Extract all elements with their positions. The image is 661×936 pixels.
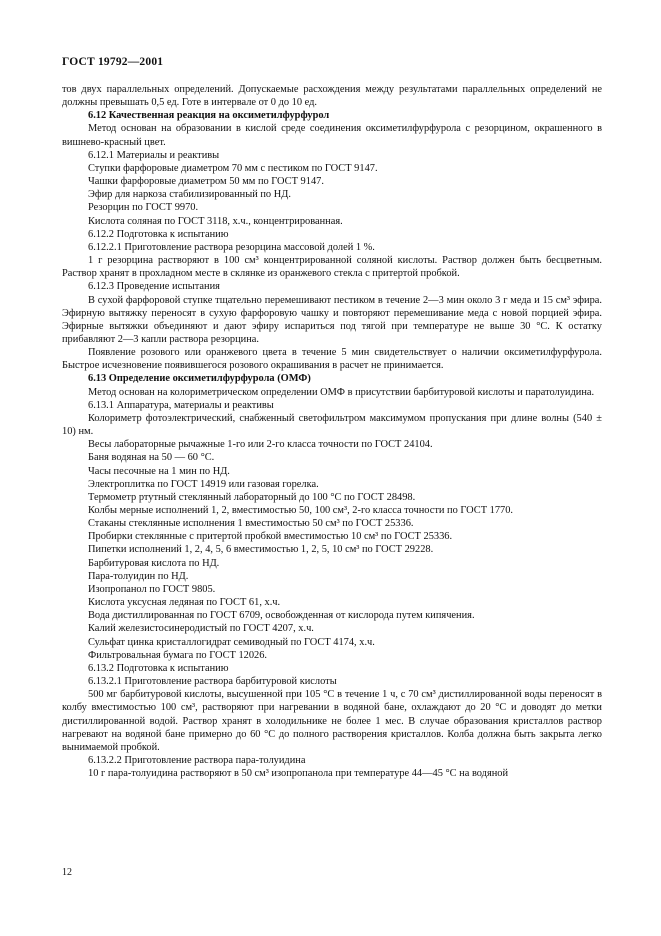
paragraph: 6.13.2 Подготовка к испытанию xyxy=(88,662,229,674)
paragraph: Пара-толуидин по НД. xyxy=(88,570,189,582)
paragraph: Стаканы стеклянные исполнения 1 вместимостью 50 см³ по ГОСТ 25336. xyxy=(88,518,414,530)
paragraph: Кислота уксусная ледяная по ГОСТ 61, х.ч. xyxy=(88,597,281,609)
paragraph: Ступки фарфоровые диаметром 70 мм с пестиком по ГОСТ 9147. xyxy=(88,162,378,174)
paragraph: 1 г резорцина растворяют в 100 см³ концентрированной соляной кислоты. Раствор должен быть бесцветным. Раствор хранят в прохладном месте в склянке из оранжевого стекла с притертой пробкой. xyxy=(62,255,602,280)
paragraph: Чашки фарфоровые диаметром 50 мм по ГОСТ 9147. xyxy=(88,176,324,188)
paragraph: Кислота соляная по ГОСТ 3118, х.ч., концентрированная. xyxy=(88,215,343,227)
paragraph: 6.13.1 Аппаратура, материалы и реактивы xyxy=(88,399,274,411)
paragraph: Метод основан на образовании в кислой среде соединения оксиметилфурфурола с резорцином, окрашенного в вишнево-красный цвет. xyxy=(62,123,602,148)
paragraph: Метод основан на колориметрическом определении ОМФ в присутствии барбитуровой кислоты и паратолуидина. xyxy=(88,386,595,398)
paragraph: Эфир для наркоза стабилизированный по НД. xyxy=(88,189,291,201)
paragraph: 6.13.2.1 Приготовление раствора барбитуровой кислоты xyxy=(88,676,337,688)
section-heading: 6.12 Качественная реакция на оксиметилфурфурол xyxy=(88,110,330,122)
paragraph: Колбы мерные исполнений 1, 2, вместимостью 50, 100 см³, 2-го класса точности по ГОСТ 1770. xyxy=(88,505,514,516)
paragraph: 500 мг барбитуровой кислоты, высушенной при 105 °С в течение 1 ч, с 70 см³ дистиллированной воды переносят в колбу вместимостью 100 см³, растворяют при нагревании в водяной бане, охлаждают до 20 °С и доводят до метки дистиллированной водой. Раствор хранят в холодильнике не более 1 мес. В случае образования кристаллов раствор нагревают на водяной бане примерно до 60 °С до полного растворения кристаллов. Колба должна быть закрыта легко вынимаемой пробкой. xyxy=(62,689,602,753)
paragraph: Вода дистиллированная по ГОСТ 6709, освобожденная от кислорода путем кипячения. xyxy=(88,610,475,622)
paragraph: Появление розового или оранжевого цвета в течение 5 мин свидетельствует о наличии оксиметилфурфурола. Быстрое исчезновение появившегося розового окрашивания в расчет не принимается. xyxy=(62,347,602,372)
paragraph: Калий железистосинеродистый по ГОСТ 4207, х.ч. xyxy=(88,623,314,635)
paragraph: В сухой фарфоровой ступке тщательно перемешивают пестиком в течение 2—3 мин около 3 г меда и 15 см³ эфира. Эфирную вытяжку переносят в сухую фарфоровую чашку и повторяют перемешивание меда с новой порцией эфира. Эфирные вытяжки объединяют и дают эфиру испариться под тягой при температуре не выше 30 °С. К остатку прибавляют 2—3 капли раствора резорцина. xyxy=(62,294,602,345)
paragraph: тов двух параллельных определений. Допускаемые расхождения между результатами параллельных определений не должны превышать 0,5 ед. Готе в интервале от 0 до 10 ед. xyxy=(62,84,602,109)
paragraph: Весы лабораторные рычажные 1-го или 2-го класса точности по ГОСТ 24104. xyxy=(88,439,433,451)
paragraph: Резорцин по ГОСТ 9970. xyxy=(88,202,199,214)
document-header: ГОСТ 19792—2001 xyxy=(62,56,164,68)
paragraph: Часы песочные на 1 мин по НД. xyxy=(88,465,230,477)
paragraph: 10 г пара-толуидина растворяют в 50 см³ изопропанола при температуре 44—45 °С на водяной xyxy=(88,768,509,780)
paragraph: Изопропанол по ГОСТ 9805. xyxy=(88,583,216,595)
paragraph: 6.13.2.2 Приготовление раствора пара-толуидина xyxy=(88,754,306,766)
paragraph: 6.12.1 Материалы и реактивы xyxy=(88,149,220,161)
paragraph: 6.12.2 Подготовка к испытанию xyxy=(88,228,229,240)
paragraph: Термометр ртутный стеклянный лабораторный до 100 °С по ГОСТ 28498. xyxy=(88,491,416,503)
paragraph: Фильтровальная бумага по ГОСТ 12026. xyxy=(88,649,268,661)
section-heading: 6.13 Определение оксиметилфурфурола (ОМФ) xyxy=(88,373,311,385)
paragraph: Барбитуровая кислота по НД. xyxy=(88,557,220,569)
document-body xyxy=(62,83,602,780)
paragraph: Баня водяная на 50 — 60 °С. xyxy=(88,452,215,464)
paragraph: 6.12.3 Проведение испытания xyxy=(88,281,220,293)
paragraph: Пипетки исполнений 1, 2, 4, 5, 6 вместимостью 1, 2, 5, 10 см³ по ГОСТ 29228. xyxy=(88,544,434,556)
paragraph: Пробирки стеклянные с притертой пробкой вместимостью 10 см³ по ГОСТ 25336. xyxy=(88,531,453,543)
page-number: 12 xyxy=(62,867,72,878)
paragraph: Электроплитка по ГОСТ 14919 или газовая горелка. xyxy=(88,478,319,490)
paragraph: Сульфат цинка кристаллогидрат семиводный по ГОСТ 4174, х.ч. xyxy=(88,636,375,648)
paragraph: Колориметр фотоэлектрический, снабженный светофильтром максимумом пропускания при длине волны (540 ± 10) нм. xyxy=(62,412,602,438)
paragraph: 6.12.2.1 Приготовление раствора резорцина массовой долей 1 %. xyxy=(88,241,375,253)
